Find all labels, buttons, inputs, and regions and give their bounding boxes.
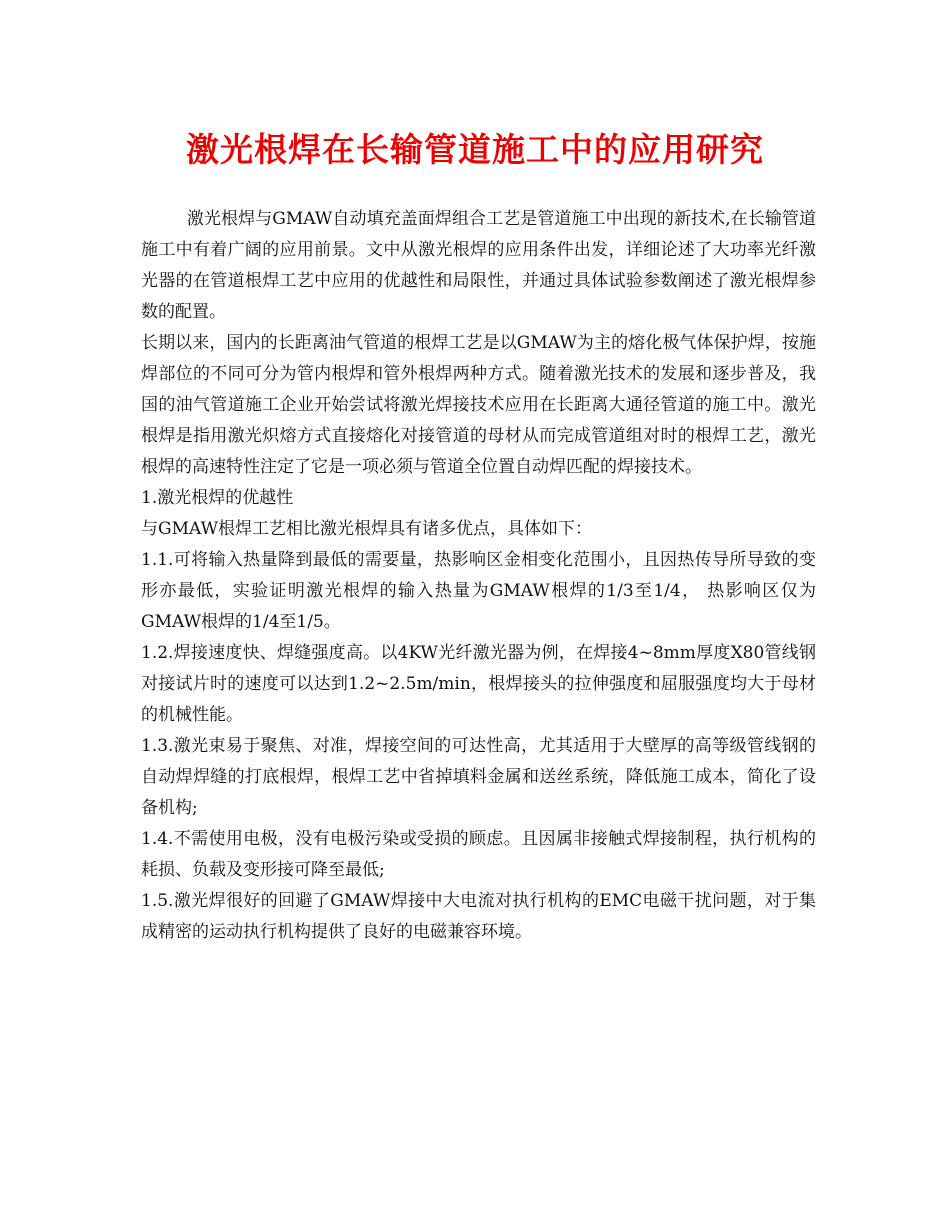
list-item-1-3: 1.3.激光束易于聚焦、对准，焊接空间的可达性高，尤其适用于大壁厚的高等级管线钢的自动焊焊缝的打底根焊，根焊工艺中省掉填料金属和送丝系统，降低施工成本，简化了设备机构; [141, 736, 816, 818]
list-item-1-5: 1.5.激光焊很好的回避了GMAW焊接中大电流对执行机构的EMC电磁干扰问题，对于集成精密的运动执行机构提供了良好的电磁兼容环境。 [141, 891, 816, 942]
list-item-1-1: 1.1.可将输入热量降到最低的需要量，热影响区金相变化范围小，且因热传导所导致的变形亦最低，实验证明激光根焊的输入热量为GMAW根焊的1/3至1/4， 热影响区仅为 GMAW根焊的1/4至1/5。 [141, 550, 816, 632]
list-item-1-2: 1.2.焊接速度快、焊缝强度高。以4KW光纤激光器为例，在焊接4~8mm厚度X80管线钢对接试片时的速度可以达到1.2~2.5m/min，根焊接头的拉伸强度和屈服强度均大于母材的机械性能。 [141, 643, 816, 725]
document-body [141, 204, 816, 948]
abstract-paragraph: 激光根焊与GMAW自动填充盖面焊组合工艺是管道施工中出现的新技术,在长输管道施工中有着广阔的应用前景。文中从激光根焊的应用条件出发，详细论述了大功率光纤激光器的在管道根焊工艺中应用的优越性和局限性，并通过具体试验参数阐述了激光根焊参数的配置。 [141, 209, 816, 322]
advantages-lead-paragraph: 与GMAW根焊工艺相比激光根焊具有诸多优点，具体如下： [141, 519, 593, 539]
intro-paragraph: 长期以来，国内的长距离油气管道的根焊工艺是以GMAW为主的熔化极气体保护焊，按施焊部位的不同可分为管内根焊和管外根焊两种方式。随着激光技术的发展和逐步普及，我国的油气管道施工企业开始尝试将激光焊接技术应用在长距离大通径管道的施工中。激光根焊是指用激光炽熔方式直接熔化对接管道的母材从而完成管道组对时的根焊工艺，激光根焊的高速特性注定了它是一项必须与管道全位置自动焊匹配的焊接技术。 [141, 333, 816, 477]
document-title: 激光根焊在长输管道施工中的应用研究 [186, 130, 764, 169]
list-item-1-4: 1.4.不需使用电极，没有电极污染或受损的顾虑。且因属非接触式焊接制程，执行机构的耗损、负载及变形接可降至最低; [141, 829, 816, 880]
section-heading-advantages: 1.激光根焊的优越性 [141, 488, 294, 508]
